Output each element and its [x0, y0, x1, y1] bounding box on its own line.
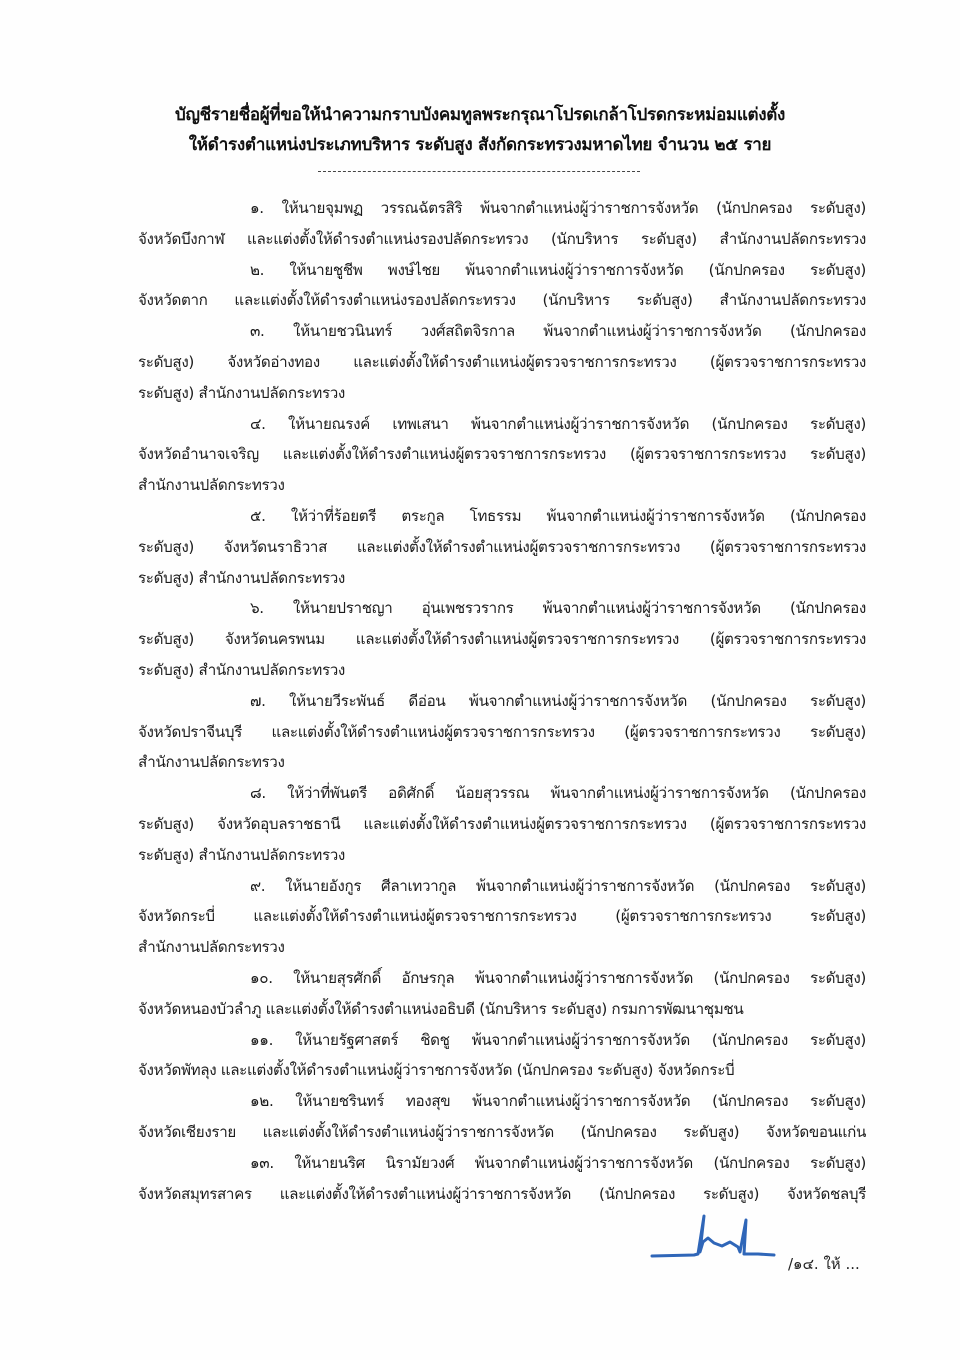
list-item-2-line-2: จังหวัดตาก และแต่งตั้งให้ดำรงตำแหน่งรองปลัดกระทรวง (นักบริหาร ระดับสูง) สำนักงานปลัดกระทรวง — [138, 291, 866, 310]
list-item-6-line-2: ระดับสูง) จังหวัดนครพนม และแต่งตั้งให้ดำรงตำแหน่งผู้ตรวจราชการกระทรวง (ผู้ตรวจราชการกระทรวง — [138, 630, 866, 649]
list-item-6-line-1: ๖. ให้นายปราชญา อุ่นเพชรวรากร พ้นจากตำแหน่งผู้ว่าราชการจังหวัด (นักปกครอง — [250, 599, 866, 618]
list-item-8-line-3: ระดับสูง) สำนักงานปลัดกระทรวง — [138, 845, 345, 864]
list-item-4-line-2: จังหวัดอำนาจเจริญ และแต่งตั้งให้ดำรงตำแหน่งผู้ตรวจราชการกระทรวง (ผู้ตรวจราชการกระทรวง ระดับสูง) — [138, 445, 866, 464]
list-item-1-line-2: จังหวัดบึงกาฬ และแต่งตั้งให้ดำรงตำแหน่งรองปลัดกระทรวง (นักบริหาร ระดับสูง) สำนักงานปลัดกระทรวง — [138, 229, 866, 248]
list-item-10-line-1: ๑๐. ให้นายสุรศักดิ์ อักษรกุล พ้นจากตำแหน่งผู้ว่าราชการจังหวัด (นักปกครอง ระดับสูง) — [250, 968, 866, 987]
continuation-marker: /๑๔. ให้ ... — [788, 1255, 860, 1273]
appointment-list — [138, 193, 866, 1209]
list-item-2-line-1: ๒. ให้นายชูชีพ พงษ์ไชย พ้นจากตำแหน่งผู้ว่าราชการจังหวัด (นักปกครอง ระดับสูง) — [250, 260, 866, 279]
title-divider — [318, 171, 640, 172]
list-item-9-line-3: สำนักงานปลัดกระทรวง — [138, 938, 285, 957]
list-item-7-line-3: สำนักงานปลัดกระทรวง — [138, 753, 285, 772]
document-title-line-2: ให้ดำรงตำแหน่งประเภทบริหาร ระดับสูง สังกัดกระทรวงมหาดไทย จำนวน ๒๕ ราย — [188, 135, 772, 155]
list-item-13-line-2: จังหวัดสมุทรสาคร และแต่งตั้งให้ดำรงตำแหน่งผู้ว่าราชการจังหวัด (นักปกครอง ระดับสูง) จังหวัดชลบุรี — [138, 1184, 866, 1203]
list-item-9-line-2: จังหวัดกระบี่ และแต่งตั้งให้ดำรงตำแหน่งผู้ตรวจราชการกระทรวง (ผู้ตรวจราชการกระทรวง ระดับสูง) — [138, 907, 866, 926]
list-item-3-line-2: ระดับสูง) จังหวัดอ่างทอง และแต่งตั้งให้ดำรงตำแหน่งผู้ตรวจราชการกระทรวง (ผู้ตรวจราชการกระทรวง — [138, 352, 866, 371]
list-item-12-line-2: จังหวัดเชียงราย และแต่งตั้งให้ดำรงตำแหน่งผู้ว่าราชการจังหวัด (นักปกครอง ระดับสูง) จังหวัดขอนแก่น — [138, 1122, 866, 1141]
list-item-8-line-1: ๘. ให้ว่าที่พันตรี อดิศักดิ์ น้อยสุวรรณ พ้นจากตำแหน่งผู้ว่าราชการจังหวัด (นักปกครอง — [250, 784, 866, 803]
list-item-4-line-3: สำนักงานปลัดกระทรวง — [138, 476, 285, 495]
list-item-9-line-1: ๙. ให้นายอังกูร ศีลาเทวากูล พ้นจากตำแหน่งผู้ว่าราชการจังหวัด (นักปกครอง ระดับสูง) — [250, 876, 866, 895]
signature-icon — [648, 1212, 778, 1272]
list-item-3-line-3: ระดับสูง) สำนักงานปลัดกระทรวง — [138, 383, 345, 402]
list-item-13-line-1: ๑๓. ให้นายนริศ นิรามัยวงศ์ พ้นจากตำแหน่งผู้ว่าราชการจังหวัด (นักปกครอง ระดับสูง) — [250, 1153, 866, 1172]
list-item-7-line-2: จังหวัดปราจีนบุรี และแต่งตั้งให้ดำรงตำแหน่งผู้ตรวจราชการกระทรวง (ผู้ตรวจราชการกระทรวง ระดับสูง) — [138, 722, 866, 741]
list-item-6-line-3: ระดับสูง) สำนักงานปลัดกระทรวง — [138, 660, 345, 679]
list-item-11-line-1: ๑๑. ให้นายรัฐศาสตร์ ชิดชู พ้นจากตำแหน่งผู้ว่าราชการจังหวัด (นักปกครอง ระดับสูง) — [250, 1030, 866, 1049]
list-item-5-line-3: ระดับสูง) สำนักงานปลัดกระทรวง — [138, 568, 345, 587]
list-item-1-line-1: ๑. ให้นายจุมพฏ วรรณฉัตรสิริ พ้นจากตำแหน่งผู้ว่าราชการจังหวัด (นักปกครอง ระดับสูง) — [250, 199, 866, 217]
list-item-5-line-1: ๕. ให้ว่าที่ร้อยตรี ตระกูล โทธรรม พ้นจากตำแหน่งผู้ว่าราชการจังหวัด (นักปกครอง — [250, 506, 866, 525]
list-item-7-line-1: ๗. ให้นายวีระพันธ์ ดีอ่อน พ้นจากตำแหน่งผู้ว่าราชการจังหวัด (นักปกครอง ระดับสูง) — [250, 691, 866, 710]
document-title-line-1: บัญชีรายชื่อผู้ที่ขอให้นำความกราบบังคมทูลพระกรุณาโปรดเกล้าโปรดกระหม่อมแต่งตั้ง — [174, 105, 786, 125]
list-item-3-line-1: ๓. ให้นายชวนินทร์ วงศ์สถิตจิรกาล พ้นจากตำแหน่งผู้ว่าราชการจังหวัด (นักปกครอง — [250, 322, 866, 341]
list-item-10-line-2: จังหวัดหนองบัวลำภู และแต่งตั้งให้ดำรงตำแหน่งอธิบดี (นักบริหาร ระดับสูง) กรมการพัฒนาชุมชน — [138, 999, 744, 1018]
list-item-4-line-1: ๔. ให้นายณรงค์ เทพเสนา พ้นจากตำแหน่งผู้ว่าราชการจังหวัด (นักปกครอง ระดับสูง) — [250, 414, 866, 433]
list-item-8-line-2: ระดับสูง) จังหวัดอุบลราชธานี และแต่งตั้งให้ดำรงตำแหน่งผู้ตรวจราชการกระทรวง (ผู้ตรวจราชการกระทรวง — [138, 814, 866, 833]
list-item-12-line-1: ๑๒. ให้นายชรินทร์ ทองสุข พ้นจากตำแหน่งผู้ว่าราชการจังหวัด (นักปกครอง ระดับสูง) — [250, 1092, 866, 1111]
list-item-5-line-2: ระดับสูง) จังหวัดนราธิวาส และแต่งตั้งให้ดำรงตำแหน่งผู้ตรวจราชการกระทรวง (ผู้ตรวจราชการกระทรวง — [138, 537, 866, 556]
list-item-11-line-2: จังหวัดพัทลุง และแต่งตั้งให้ดำรงตำแหน่งผู้ว่าราชการจังหวัด (นักปกครอง ระดับสูง) จังหวัดกระบี่ — [138, 1061, 735, 1080]
